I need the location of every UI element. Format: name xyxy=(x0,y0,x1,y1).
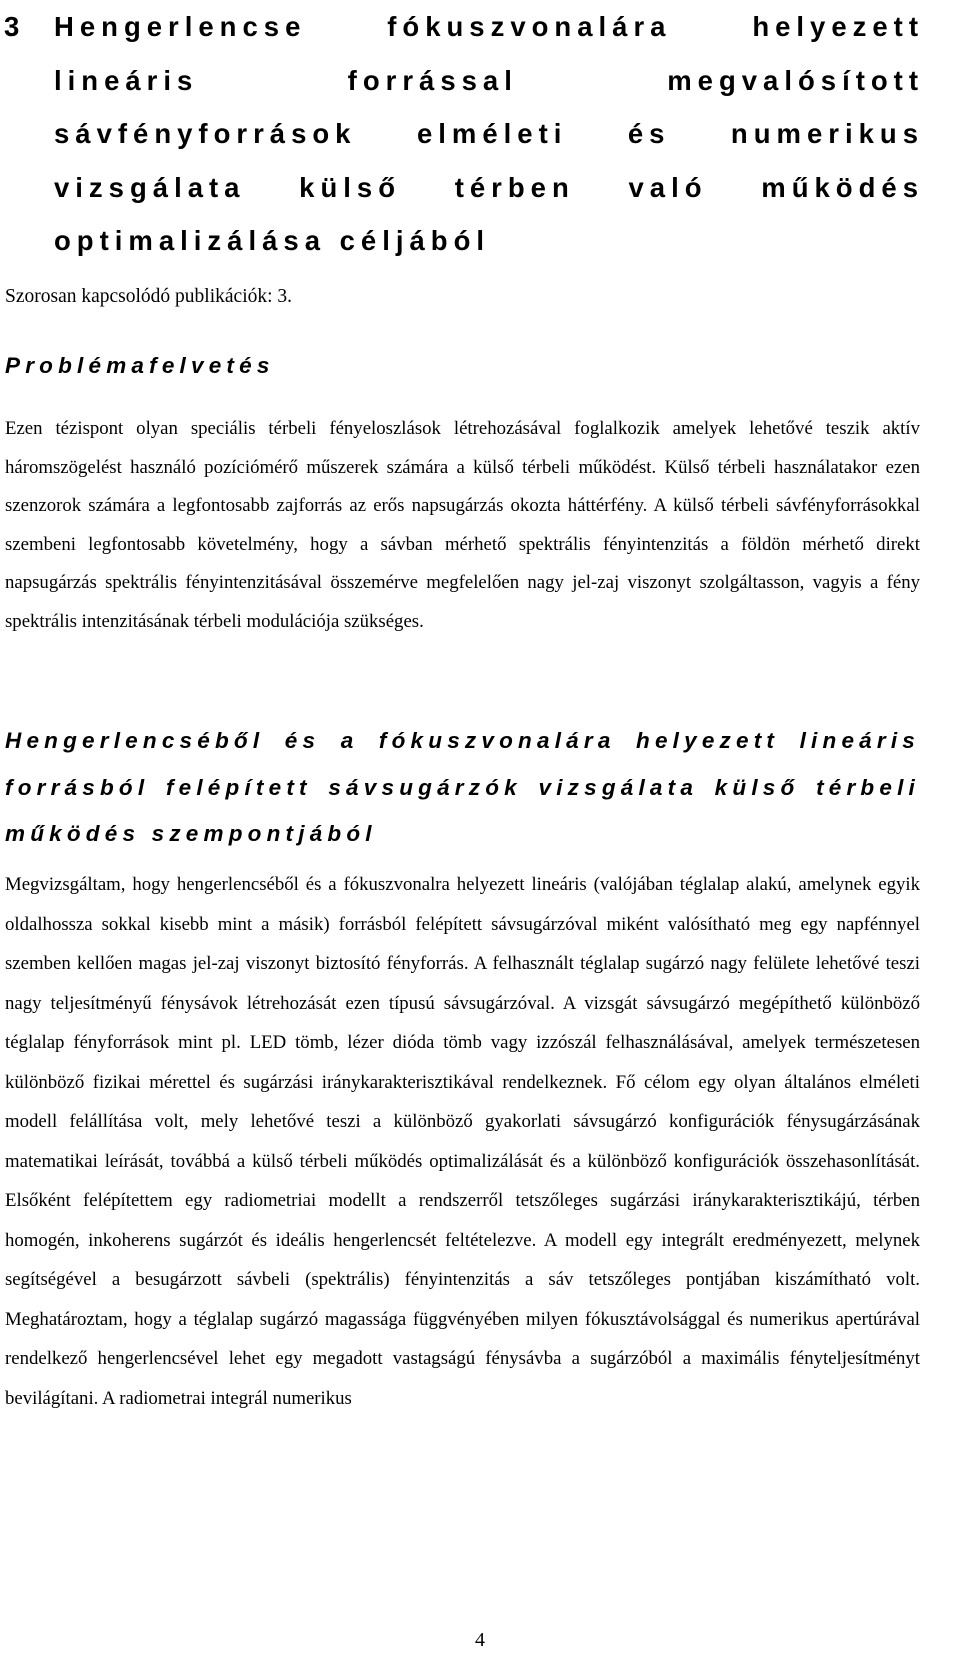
page-number: 4 xyxy=(475,1629,485,1651)
section-heading-problem-statement: Problémafelvetés xyxy=(5,353,275,378)
chapter-heading xyxy=(0,0,924,268)
chapter-number: 3 xyxy=(4,11,26,42)
section-body-problem-statement: Ezen tézispont olyan speciális térbeli fényeloszlások létrehozásával foglalkozik amelyek lehetővé teszik aktív háromszögelést használó pozíciómérő műszerek számára a külső térbeli működést. Külső térbeli használatakor ezen szenzorok számára a legfontosabb zajforrás az erős napsugárzás okozta háttérfény. A külső térbeli sávfényforrásokkal szembeni legfontosabb követelmény, hogy a sávban mérhető spektrális fényintenzitás a földön mérhető direkt napsugárzás spektrális fényintenzitásával összemérve megfelelően nagy jel-zaj viszonyt szolgáltasson, vagyis a fény spektrális intenzitásának térbeli modulációja szükséges. xyxy=(5,418,920,632)
section-heading-cylinder-lens-study: Hengerlencséből és a fókuszvonalára helyezett lineáris forrásból felépített sávsugárzók vizsgálata külső térbeli működés szempontjából xyxy=(5,728,920,846)
related-publications-note: Szorosan kapcsolódó publikációk: 3. xyxy=(5,286,293,307)
chapter-title: Hengerlencse fókuszvonalára helyezett lineáris forrással megvalósított sávfényforrások elméleti és numerikus vizsgálata külső térben való működés optimalizálása céljából xyxy=(54,11,924,256)
section-body-cylinder-lens-study: Megvizsgáltam, hogy hengerlencséből és a fókuszvonalra helyezett lineáris (valójában téglalap alakú, amelynek egyik oldalhossza sokkal kisebb mint a másik) forrásból felépített sávsugárzóval miként valósítható meg egy napfénnyel szemben kellően magas jel-zaj viszonyt biztosító fényforrás. A felhasznált téglalap sugárzó nagy felülete lehetővé teszi nagy teljesítményű fénysávok létrehozását ezen típusú sávsugárzóval. A vizsgát sávsugárzó megépíthető különböző téglalap fényforrások mint pl. LED tömb, lézer dióda tömb vagy izzószál felhasználásával, amelyek természetesen különböző fizikai mérettel és sugárzási iránykarakterisztikával rendelkeznek. Fő célom egy olyan általános elméleti modell felállítása volt, mely lehetővé teszi a különböző gyakorlati sávsugárzó konfigurációk fénysugárzásának matematikai leírását, továbbá a külső térbeli működés optimalizálását és a különböző konfigurációk összehasonlítását. Elsőként felépítettem egy radiometriai modellt a rendszerről tetszőleges sugárzási iránykarakterisztikájú, térben homogén, inkoherens sugárzót és ideális hengerlencsét feltételezve. A modell egy integrált eredményezett, melynek segítségével a besugárzott sávbeli (spektrális) fényintenzitás a sáv tetszőleges pontjában kiszámítható volt. Meghatároztam, hogy a téglalap sugárzó magassága függvényében milyen fókusztávolsággal és numerikus apertúrával rendelkező hengerlencsével lehet egy megadott vastagságú fénysávba a sugárzóból a maximális fényteljesítményt bevilágítani. A radiometrai integrál numerikus xyxy=(5,874,920,1409)
